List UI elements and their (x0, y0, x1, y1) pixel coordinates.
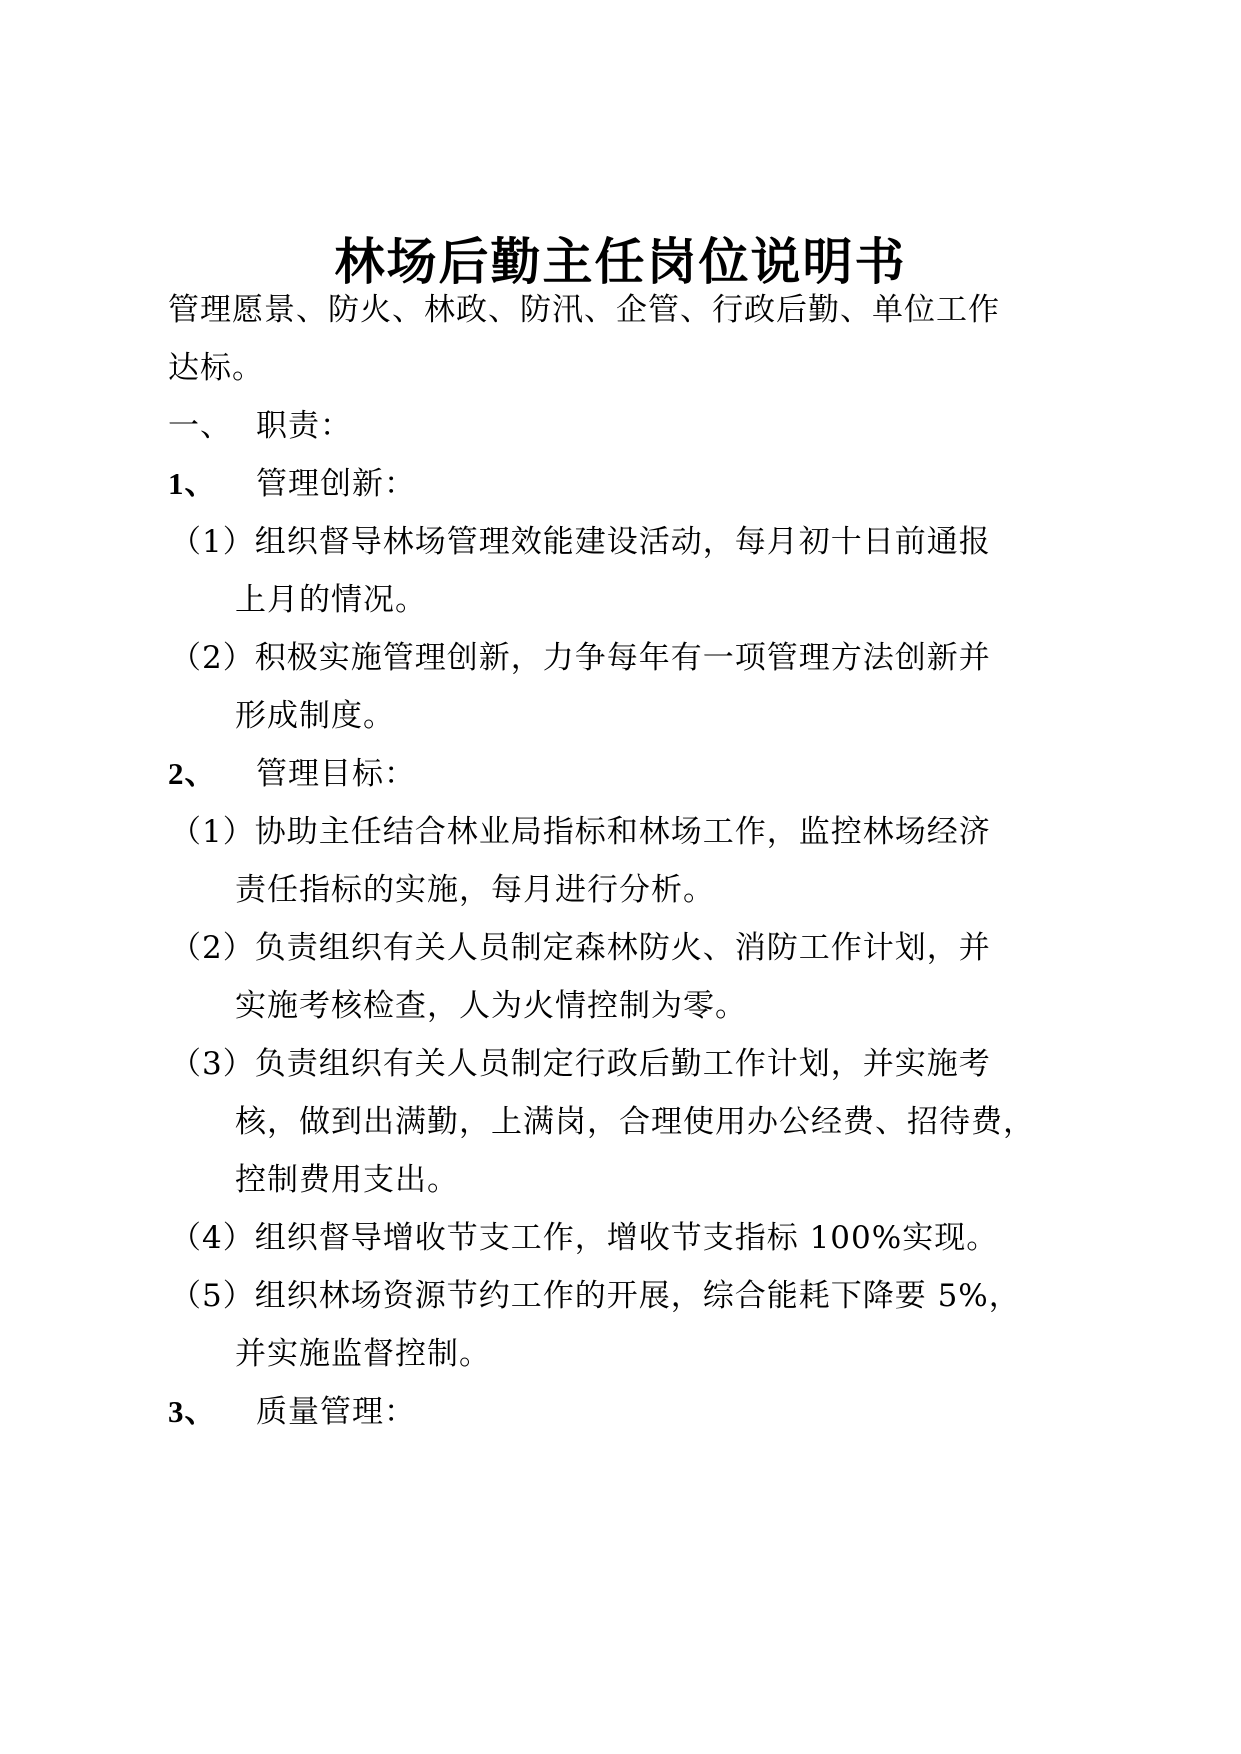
item-marker: （3） (170, 1046, 255, 1082)
intro-line-1: 管理愿景、防火、林政、防汛、企管、行政后勤、单位工作 (168, 292, 1000, 328)
list-item-continuation: 形成制度。 (235, 698, 395, 734)
list-item-continuation: 责任指标的实施，每月进行分析。 (235, 872, 715, 908)
list-item (170, 1218, 998, 1258)
list-item-continuation: 核，做到出满勤，上满岗，合理使用办公经费、招待费， (235, 1104, 1035, 1140)
list-item-continuation: 实施考核检查，人为火情控制为零。 (235, 988, 747, 1024)
list-item (170, 1044, 991, 1084)
section-label: 职责： (256, 408, 352, 444)
subsection-heading-innovation (168, 464, 416, 504)
section-marker: 一、 (168, 408, 232, 444)
item-marker: （4） (170, 1220, 255, 1256)
item-text: 协助主任结合林业局指标和林场工作，监控林场经济 (254, 814, 991, 850)
list-item-continuation: 并实施监督控制。 (235, 1336, 491, 1372)
subsection-marker: 3、 (168, 1394, 217, 1429)
subsection-label: 质量管理： (256, 1394, 416, 1430)
list-item (170, 638, 991, 678)
list-item (170, 1276, 1021, 1316)
item-text: 积极实施管理创新，力争每年有一项管理方法创新并 (254, 640, 991, 676)
subsection-marker: 1、 (168, 466, 217, 501)
list-item (170, 812, 991, 852)
subsection-marker: 2、 (168, 756, 217, 791)
subsection-label: 管理创新： (256, 466, 416, 502)
section-heading-duties (168, 406, 352, 446)
item-marker: （2） (170, 930, 255, 966)
item-marker: （1） (170, 524, 255, 560)
list-item (170, 522, 991, 562)
subsection-heading-quality (168, 1392, 416, 1432)
item-text: 负责组织有关人员制定森林防火、消防工作计划，并 (254, 930, 991, 966)
item-marker: （5） (170, 1278, 255, 1314)
item-text: 组织督导林场管理效能建设活动，每月初十日前通报 (254, 524, 991, 560)
item-text: 负责组织有关人员制定行政后勤工作计划，并实施考 (254, 1046, 991, 1082)
list-item-continuation: 上月的情况。 (235, 582, 427, 618)
subsection-label: 管理目标： (256, 756, 416, 792)
subsection-heading-targets (168, 754, 416, 794)
item-marker: （1） (170, 814, 255, 850)
item-text: 组织林场资源节约工作的开展，综合能耗下降要 5%， (254, 1278, 1021, 1314)
list-item-continuation: 控制费用支出。 (235, 1162, 459, 1198)
intro-line-2: 达标。 (168, 350, 264, 386)
document-title: 林场后勤主任岗位说明书 (334, 232, 907, 291)
item-marker: （2） (170, 640, 255, 676)
item-text: 组织督导增收节支工作，增收节支指标 100%实现。 (254, 1220, 999, 1256)
list-item (170, 928, 991, 968)
